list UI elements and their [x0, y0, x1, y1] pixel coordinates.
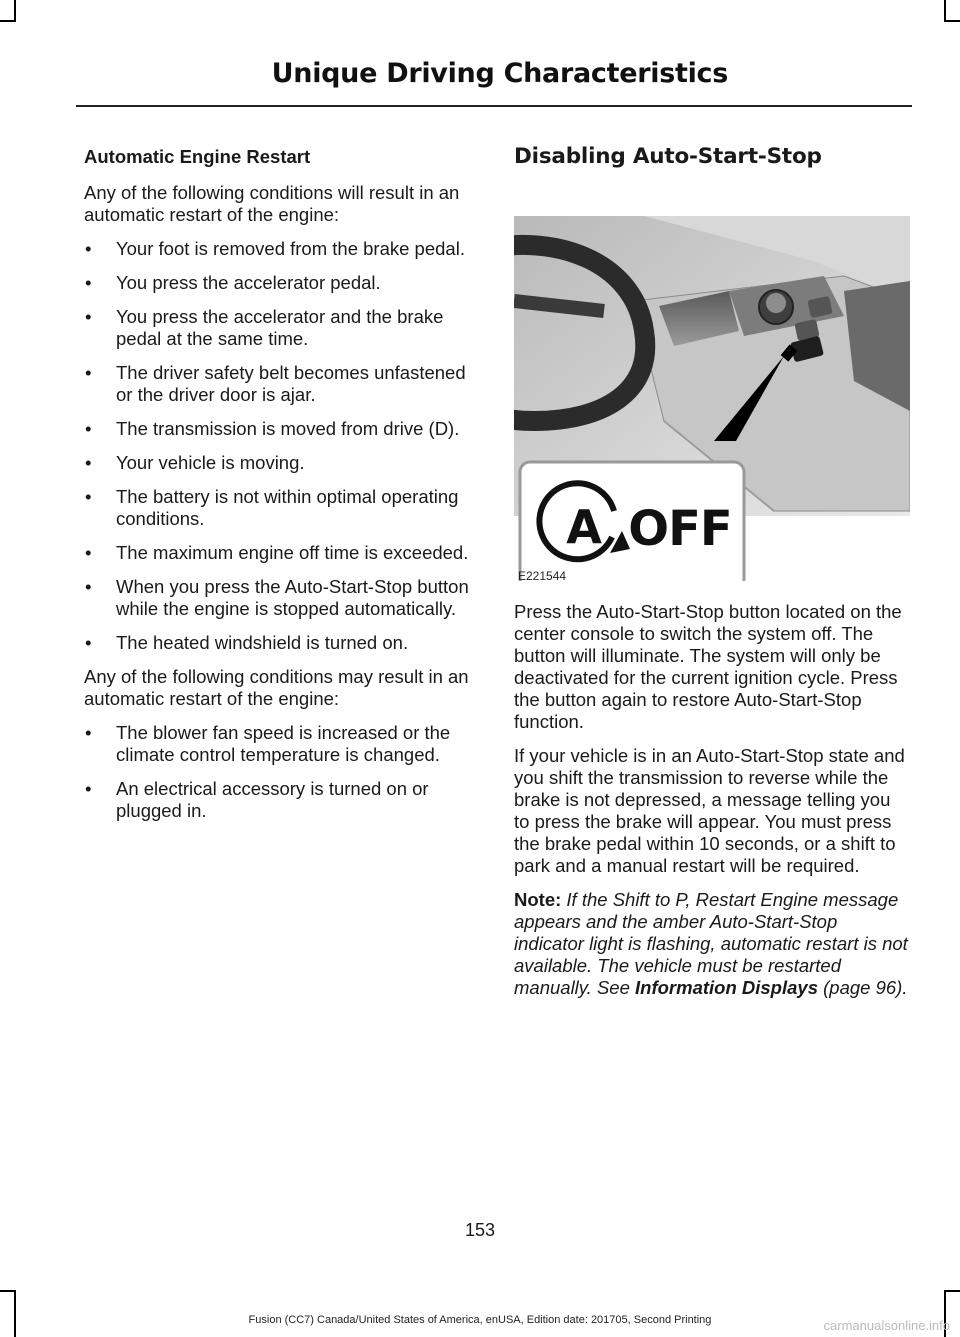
console-illustration-drawing: [514, 181, 910, 581]
list-item: [84, 418, 474, 440]
section-heading-disabling: Disabling Auto-Start-Stop: [514, 144, 822, 169]
bullet: •: [85, 542, 92, 563]
restart-conditions-list: [84, 238, 474, 654]
list-item-text: When you press the Auto-Start-Stop button while the engine is stopped automatically.: [116, 576, 469, 619]
list-item: [84, 306, 474, 350]
list-item-text: The heated windshield is turned on.: [116, 632, 409, 653]
bullet: •: [85, 362, 92, 383]
bullet: •: [85, 306, 92, 327]
bullet: •: [85, 486, 92, 507]
bullet: •: [85, 418, 92, 439]
list-item-text: The driver safety belt becomes unfastened or the driver door is ajar.: [116, 362, 466, 405]
list-item: [84, 542, 474, 564]
list-item-text: The battery is not within optimal operating conditions.: [116, 486, 459, 529]
list-item: [84, 722, 474, 766]
note-page-ref: (page 96).: [823, 977, 908, 998]
list-item: [84, 238, 474, 260]
bullet: •: [85, 722, 92, 743]
console-illustration: [514, 181, 910, 581]
page-header-title: Unique Driving Characteristics: [271, 58, 728, 89]
note-text: If the Shift to P, Restart Engine message appears and the amber Auto-Start-Stop indicator light is flashing, automatic restart is not available. The vehicle must be restarted manually. See: [514, 889, 908, 998]
list-item: [84, 362, 474, 406]
left-column: [84, 146, 474, 834]
intro-paragraph-will-restart: Any of the following conditions will result in an automatic restart of the engine:: [84, 182, 460, 225]
bullet: •: [85, 452, 92, 473]
intro-paragraph-may-restart: Any of the following conditions may result in an automatic restart of the engine:: [84, 666, 469, 709]
bullet: •: [85, 576, 92, 597]
figure-id: E221544: [518, 569, 567, 583]
icon-text: OFF: [628, 501, 732, 557]
possible-restart-conditions-list: [84, 722, 474, 822]
crop-mark: [944, 0, 946, 22]
crop-mark: [14, 0, 16, 22]
paragraph-reverse-shift: If your vehicle is in an Auto-Start-Stop state and you shift the transmission to reverse while the brake is not depressed, a message telling you to press the brake will appear. You must press the brake pedal within 10 seconds, or a shift to park and a manual restart will be required.: [514, 745, 905, 876]
list-item-text: The blower fan speed is increased or the climate control temperature is changed.: [116, 722, 451, 765]
page-number: 153: [464, 1220, 496, 1240]
section-heading-automatic-restart: Automatic Engine Restart: [84, 146, 311, 167]
bullet: •: [85, 632, 92, 653]
list-item-text: The transmission is moved from drive (D).: [116, 418, 460, 439]
crop-mark: [944, 1290, 960, 1292]
list-item-text: Your vehicle is moving.: [116, 452, 305, 473]
header-divider: [76, 105, 912, 107]
list-item-text: You press the accelerator pedal.: [116, 272, 381, 293]
note-paragraph: [514, 889, 910, 999]
list-item: [84, 778, 474, 822]
list-item-text: You press the accelerator and the brake pedal at the same time.: [116, 306, 444, 349]
list-item: [84, 486, 474, 530]
list-item: [84, 632, 474, 654]
watermark: carmanualsonline.info: [823, 1318, 950, 1333]
note-label: Note:: [514, 889, 562, 910]
list-item: [84, 452, 474, 474]
list-item: [84, 272, 474, 294]
information-displays-link[interactable]: Information Displays: [635, 977, 818, 998]
bullet: •: [85, 272, 92, 293]
crop-mark: [0, 1290, 16, 1292]
list-item: [84, 576, 474, 620]
crop-mark: [944, 20, 960, 22]
list-item-text: Your foot is removed from the brake pedal.: [116, 238, 465, 259]
bullet: •: [85, 238, 92, 259]
crop-mark: [0, 20, 16, 22]
icon-letter: A: [566, 500, 602, 554]
bullet: •: [85, 778, 92, 799]
list-item-text: An electrical accessory is turned on or plugged in.: [116, 778, 429, 821]
footer-edition-info: Fusion (CC7) Canada/United States of America, enUSA, Edition date: 201705, Second Printing: [248, 1314, 712, 1326]
right-column: [514, 146, 910, 1011]
paragraph-press-button: Press the Auto-Start-Stop button located on the center console to switch the system off. The button will illuminate. The system will only be deactivated for the current ignition cycle. Press the button again to restore Auto-Start-Stop function.: [514, 601, 902, 732]
list-item-text: The maximum engine off time is exceeded.: [116, 542, 469, 563]
